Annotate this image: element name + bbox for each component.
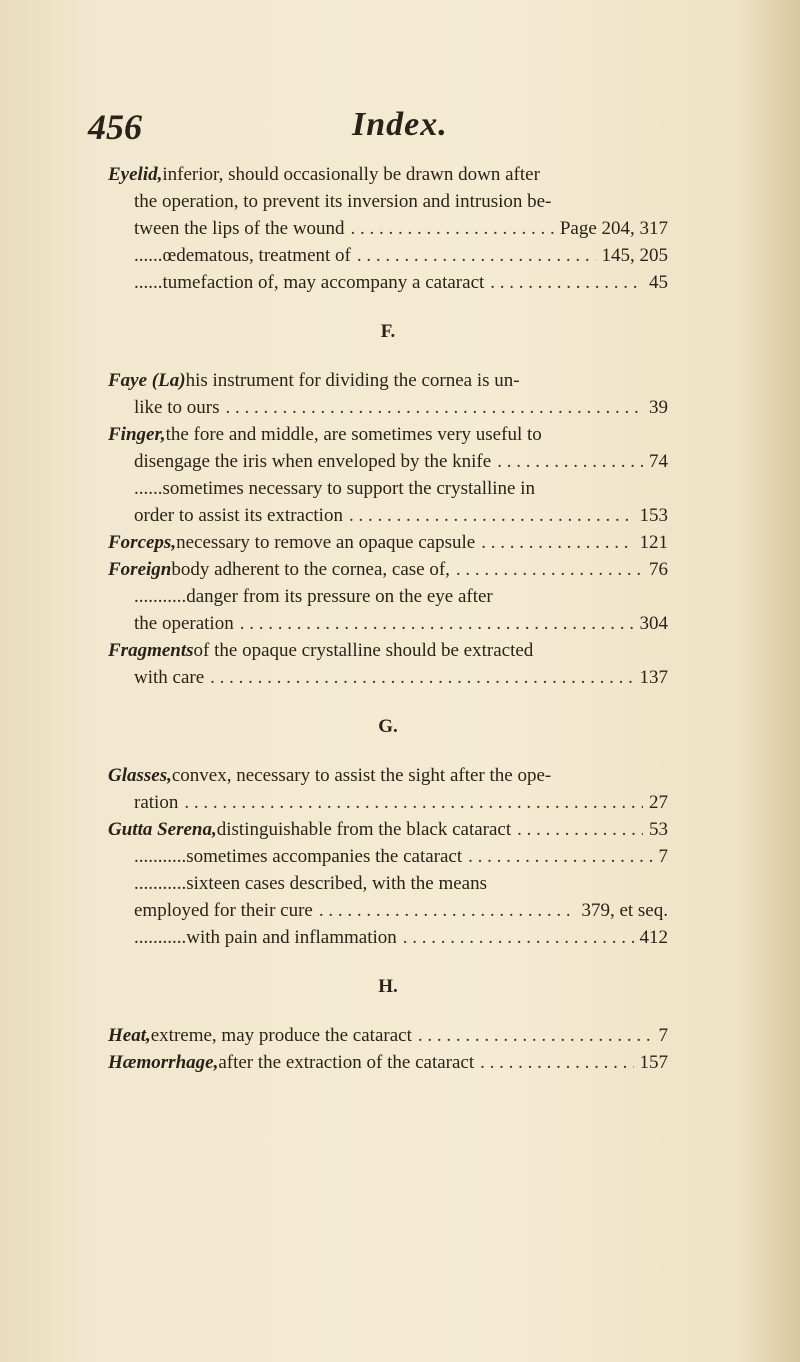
entry-line: [108, 218, 668, 245]
entry-text: extreme, may produce the cataract: [150, 1025, 412, 1046]
entry-text: of the opaque crystalline should be extracted: [193, 640, 534, 661]
entry-line: [108, 667, 668, 694]
entry-line: [108, 900, 668, 927]
continuation-dots: ......: [134, 245, 163, 266]
entry-line: [108, 819, 668, 846]
index-body: [108, 164, 668, 1079]
entry-line: [108, 792, 668, 819]
page-reference: 45: [649, 272, 668, 293]
index-entry: [108, 1052, 668, 1079]
entry-keyword: Forceps,: [108, 532, 177, 553]
entry-text: like to ours: [134, 397, 220, 418]
index-entry: [108, 765, 668, 819]
entry-keyword: Eyelid,: [108, 164, 163, 185]
entry-text: order to assist its extraction: [134, 505, 343, 526]
entry-line: [108, 370, 668, 397]
dot-leader: [349, 505, 634, 527]
dot-leader: [480, 1052, 633, 1074]
running-title: Index.: [352, 106, 448, 143]
page-number: 456: [88, 107, 142, 147]
entry-keyword: Hæmorrhage,: [108, 1052, 219, 1073]
entry-text: ration: [134, 792, 179, 813]
index-entry: [108, 586, 668, 640]
entry-line: [108, 927, 668, 954]
index-entry: [108, 532, 668, 559]
entry-text: with care: [134, 667, 205, 688]
entry-line: [108, 873, 668, 900]
entry-line: [108, 424, 668, 451]
entry-text: danger from its pressure on the eye after: [186, 586, 493, 607]
index-entry: [108, 478, 668, 532]
entry-text: body adherent to the cornea, case of,: [171, 559, 450, 580]
entry-text: with pain and inflammation: [186, 927, 397, 948]
entry-line: [108, 272, 668, 299]
entry-text: tween the lips of the wound: [134, 218, 345, 239]
continuation-dots: ...........: [134, 586, 187, 607]
entry-text: sometimes necessary to support the crystalline in: [162, 478, 536, 499]
page-header: [88, 106, 688, 150]
entry-text: the operation: [134, 613, 234, 634]
entry-line: [108, 164, 668, 191]
entry-text: the operation, to prevent its inversion and intrusion be-: [134, 191, 552, 212]
dot-leader: [481, 532, 633, 554]
continuation-dots: ......: [134, 272, 163, 293]
dot-leader: [418, 1025, 653, 1047]
index-entry: [108, 559, 668, 586]
dot-leader: [490, 272, 643, 294]
page-reference: 137: [639, 667, 668, 688]
entry-text: convex, necessary to assist the sight after the ope-: [171, 765, 552, 786]
dot-leader: [319, 900, 576, 922]
page-reference: 7: [658, 1025, 668, 1046]
entry-line: [108, 586, 668, 613]
dot-leader: [351, 218, 554, 240]
index-entry: [108, 927, 668, 954]
entry-text: distinguishable from the black cataract: [216, 819, 512, 840]
entry-text: sixteen cases described, with the means: [186, 873, 487, 894]
index-entry: [108, 1025, 668, 1052]
continuation-dots: ......: [134, 478, 163, 499]
page-reference: 27: [649, 792, 668, 813]
continuation-dots: ...........: [134, 927, 187, 948]
dot-leader: [184, 792, 643, 814]
continuation-dots: ...........: [134, 873, 187, 894]
index-entry: [108, 272, 668, 299]
page-reference: 53: [649, 819, 668, 840]
entry-text: the fore and middle, are sometimes very useful to: [165, 424, 542, 445]
entry-line: [108, 397, 668, 424]
entry-line: [108, 613, 668, 640]
page-reference: 39: [649, 397, 668, 418]
entry-line: [108, 640, 668, 667]
page-reference: 76: [649, 559, 668, 580]
entry-line: [108, 478, 668, 505]
section-letter: H.: [378, 976, 398, 997]
index-entry: [108, 640, 668, 694]
dot-leader: [517, 819, 643, 841]
entry-line: [108, 532, 668, 559]
entry-text: sometimes accompanies the cataract: [186, 846, 463, 867]
page-reference: 145, 205: [601, 245, 668, 266]
page-reference: 74: [649, 451, 668, 472]
entry-keyword: Glasses,: [108, 765, 172, 786]
dot-leader: [240, 613, 634, 635]
index-entry: [108, 370, 668, 424]
entry-text: tumefaction of, may accompany a cataract: [162, 272, 485, 293]
entry-line: [108, 1025, 668, 1052]
entry-keyword: Finger,: [108, 424, 166, 445]
entry-text: after the extraction of the cataract: [218, 1052, 475, 1073]
dot-leader: [468, 846, 652, 868]
page-reference: 412: [639, 927, 668, 948]
section-letter: G.: [378, 716, 398, 737]
entry-keyword: Faye (La): [108, 370, 186, 391]
entry-line: [108, 765, 668, 792]
section-letter: F.: [380, 321, 396, 342]
index-entry: [108, 164, 668, 245]
entry-text: disengage the iris when enveloped by the knife: [134, 451, 492, 472]
index-entry: [108, 873, 668, 927]
continuation-dots: ...........: [134, 846, 187, 867]
dot-leader: [403, 927, 634, 949]
entry-line: [108, 451, 668, 478]
entry-keyword: Gutta Serena,: [108, 819, 217, 840]
page-reference: Page 204, 317: [559, 218, 668, 239]
entry-text: inferior, should occasionally be drawn down after: [162, 164, 540, 185]
page-reference: 157: [639, 1052, 668, 1073]
page-reference: 7: [658, 846, 668, 867]
page-reference: 153: [639, 505, 668, 526]
entry-keyword: Foreign: [108, 559, 172, 580]
entry-keyword: Fragments: [108, 640, 194, 661]
dot-leader: [497, 451, 643, 473]
page-reference: 121: [639, 532, 668, 553]
page-reference: 379, et seq.: [581, 900, 668, 921]
dot-leader: [456, 559, 643, 581]
entry-text: œdematous, treatment of: [162, 245, 351, 266]
entry-keyword: Heat,: [108, 1025, 151, 1046]
index-entry: [108, 846, 668, 873]
index-entry: [108, 424, 668, 478]
entry-line: [108, 559, 668, 586]
dot-leader: [357, 245, 596, 267]
entry-text: employed for their cure: [134, 900, 313, 921]
entry-line: [108, 505, 668, 532]
entry-line: [108, 245, 668, 272]
page-reference: 304: [639, 613, 668, 634]
index-entry: [108, 819, 668, 846]
entry-text: his instrument for dividing the cornea is un-: [185, 370, 520, 391]
entry-line: [108, 191, 668, 218]
dot-leader: [210, 667, 633, 689]
index-entry: [108, 245, 668, 272]
entry-line: [108, 846, 668, 873]
dot-leader: [226, 397, 644, 419]
entry-line: [108, 1052, 668, 1079]
entry-text: necessary to remove an opaque capsule: [176, 532, 476, 553]
